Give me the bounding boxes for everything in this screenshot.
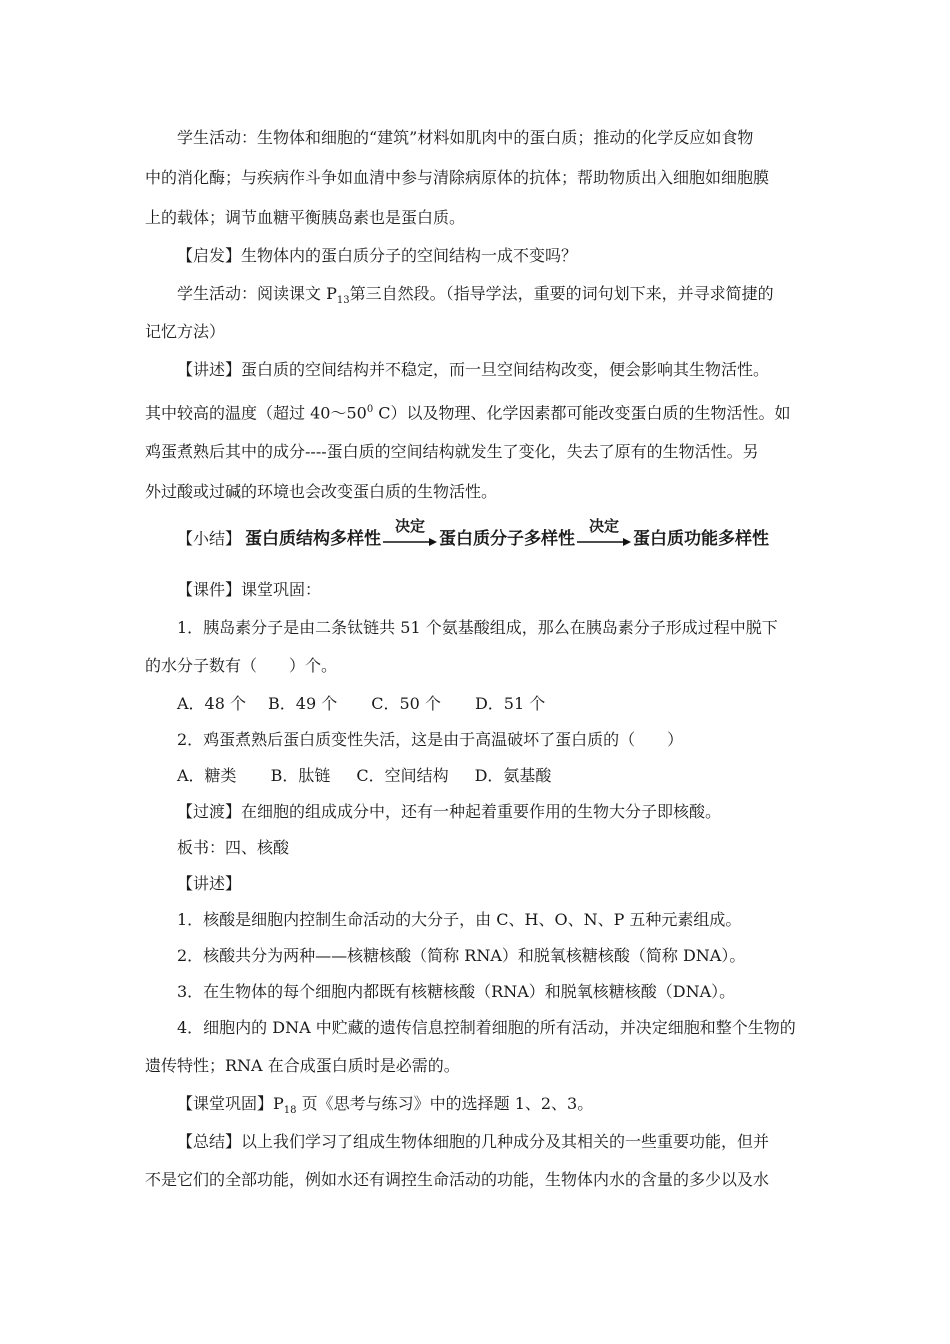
lecture-item-3: 3．在生物体的每个细胞内都既有核糖核酸（RNA）和脱氧核糖核酸（DNA）。 (177, 982, 736, 1001)
paragraph-reading-line1 (177, 284, 774, 311)
arrow-label-2: 决定 (589, 517, 620, 535)
summary-diagram (177, 515, 769, 555)
summary-function-diversity: 蛋白质功能多样性 (633, 529, 770, 549)
q1-option-b: B．49 个 (268, 694, 338, 713)
question-2-options (177, 766, 551, 786)
consolidation-page-subscript: 18 (283, 1105, 297, 1117)
lecture-item-1: 1．核酸是细胞内控制生命活动的大分子，由 C、H、O、N、P 五种元素组成。 (177, 910, 742, 929)
q2-option-a: A．糖类 (177, 766, 237, 785)
lecture-line1: 【讲述】蛋白质的空间结构并不稳定，而一旦空间结构改变，便会影响其生物活性。 (177, 360, 770, 379)
degree-superscript: 0 (366, 404, 374, 415)
lecture-header: 【讲述】 (177, 874, 242, 893)
right-arrow-icon (383, 537, 437, 547)
reading-text-b: 第三自然段。（指导学法，重要的词句划下来，并寻求简捷的 (349, 284, 774, 303)
summary-molecule-diversity: 蛋白质分子多样性 (439, 529, 576, 549)
question-2: 2．鸡蛋煮熟后蛋白质变性失活，这是由于高温破坏了蛋白质的（ ） (177, 730, 684, 749)
lecture-line2-b: C）以及物理、化学因素都可能改变蛋白质的生物活性。如 (373, 403, 791, 423)
q2-option-b: B．肽链 (270, 766, 331, 785)
question-1-line1: 1．胰岛素分子是由二条钛链共 51 个氨基酸组成，那么在胰岛素分子形成过程中脱下 (177, 618, 778, 637)
page-subscript: 13 (336, 295, 350, 307)
consolidation-b: 页《思考与练习》中的选择题 1、2、3。 (296, 1094, 594, 1113)
question-1-options (177, 694, 545, 714)
transition: 【过渡】在细胞的组成成分中，还有一种起着重要作用的生物大分子即核酸。 (177, 802, 722, 821)
consolidation (177, 1094, 593, 1121)
lecture-item-4-line2: 遗传特性；RNA 在合成蛋白质时是必需的。 (145, 1056, 460, 1075)
q1-option-d: D．51 个 (474, 694, 546, 713)
inspiration-question: 【启发】生物体内的蛋白质分子的空间结构一成不变吗？ (177, 246, 578, 265)
lecture-line2 (145, 400, 791, 423)
summary-tag: 【小结】 (177, 529, 242, 548)
consolidation-a: 【课堂巩固】P (177, 1094, 284, 1113)
q1-option-a: A．48 个 (177, 694, 247, 713)
determines-arrow-2 (577, 515, 631, 555)
reading-text-a: 学生活动：阅读课文 P (177, 284, 337, 303)
practice-header: 【课件】课堂巩固： (177, 580, 322, 599)
q1-option-c: C．50 个 (371, 694, 441, 713)
right-arrow-icon (577, 537, 631, 547)
q2-option-c: C．空间结构 (356, 766, 449, 785)
paragraph-student-activity-line2: 中的消化酶；与疾病作斗争如血清中参与清除病原体的抗体；帮助物质出入细胞如细胞膜 (145, 168, 770, 187)
lecture-line3: 鸡蛋煮熟后其中的成分----蛋白质的空间结构就发生了变化，失去了原有的生物活性。另 (145, 442, 759, 461)
paragraph-student-activity-line3: 上的载体；调节血糖平衡胰岛素也是蛋白质。 (145, 208, 466, 227)
lecture-line2-a: 其中较高的温度（超过 40～50 (145, 403, 367, 423)
q2-option-d: D．氨基酸 (474, 766, 552, 785)
arrow-label-1: 决定 (395, 517, 426, 535)
board-writing: 板书：四、核酸 (177, 838, 290, 857)
determines-arrow-1 (383, 515, 437, 555)
paragraph-student-activity-line1: 学生活动：生物体和细胞的“建筑”材料如肌肉中的蛋白质；推动的化学反应如食物 (177, 128, 754, 147)
lecture-item-4-line1: 4．细胞内的 DNA 中贮藏的遗传信息控制着细胞的所有活动，并决定细胞和整个生物的 (177, 1018, 796, 1037)
paragraph-reading-line2: 记忆方法） (145, 322, 226, 341)
summary-structure-diversity: 蛋白质结构多样性 (245, 529, 382, 549)
question-1-line2: 的水分子数有（ ）个。 (145, 656, 338, 675)
conclusion-line2: 不是它们的全部功能，例如水还有调控生命活动的功能，生物体内水的含量的多少以及水 (145, 1170, 770, 1189)
lecture-item-2: 2．核酸共分为两种——核糖核酸（简称 RNA）和脱氧核糖核酸（简称 DNA）。 (177, 946, 746, 965)
lecture-line4: 外过酸或过碱的环境也会改变蛋白质的生物活性。 (145, 482, 498, 501)
conclusion-line1: 【总结】以上我们学习了组成生物体细胞的几种成分及其相关的一些重要功能，但并 (177, 1132, 770, 1151)
